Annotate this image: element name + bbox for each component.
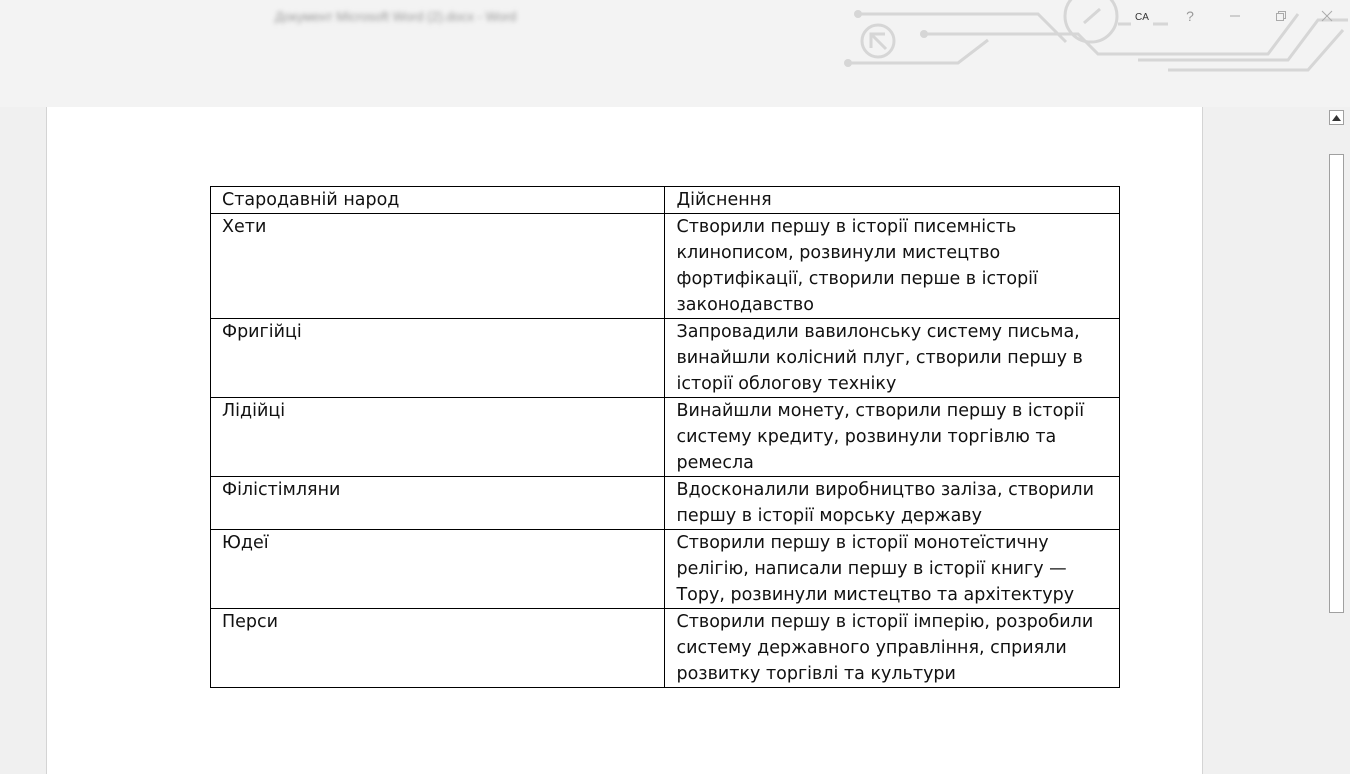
restore-button[interactable] bbox=[1269, 4, 1293, 28]
minimize-button[interactable] bbox=[1223, 4, 1247, 28]
scroll-up-button[interactable] bbox=[1329, 110, 1344, 125]
restore-icon bbox=[1275, 10, 1287, 22]
cell-achievement[interactable]: Запровадили вавилонську систему письма, винайшли колісний плуг, створили першу в історії облогову техніку bbox=[665, 319, 1120, 398]
table-row bbox=[211, 214, 1120, 319]
close-icon bbox=[1321, 10, 1333, 22]
document-title: Документ Microsoft Word (2).docx - Word bbox=[275, 9, 517, 24]
user-avatar[interactable]: CA bbox=[1131, 7, 1153, 27]
header-cell-achievement[interactable]: Дійснення bbox=[665, 187, 1120, 214]
table-row bbox=[211, 477, 1120, 530]
cell-achievement[interactable]: Створили першу в історії писемність клинописом, розвинули мистецтво фортифікації, створили перше в історії законодавство bbox=[665, 214, 1120, 319]
table-row bbox=[211, 319, 1120, 398]
cell-people[interactable]: Фригійці bbox=[211, 319, 665, 398]
table-row bbox=[211, 530, 1120, 609]
cell-people[interactable]: Перси bbox=[211, 609, 665, 688]
help-button[interactable]: ? bbox=[1186, 8, 1194, 24]
cell-achievement[interactable]: Створили першу в історії монотеїстичну релігію, написали першу в історії книгу — Тору, розвинули мистецтво та архітектуру bbox=[665, 530, 1120, 609]
cell-people[interactable]: Хети bbox=[211, 214, 665, 319]
table-header-row bbox=[211, 187, 1120, 214]
title-bar bbox=[0, 0, 1350, 107]
table-row bbox=[211, 398, 1120, 477]
header-cell-people[interactable]: Стародавній народ bbox=[211, 187, 665, 214]
arrow-up-icon bbox=[1332, 115, 1341, 121]
cell-achievement[interactable]: Вдосконалили виробництво заліза, створили першу в історії морську державу bbox=[665, 477, 1120, 530]
peoples-achievements-table[interactable] bbox=[210, 186, 1120, 688]
cell-achievement[interactable]: Створили першу в історії імперію, розробили систему державного управління, сприяли розвитку торгівлі та культури bbox=[665, 609, 1120, 688]
cell-people[interactable]: Лідійці bbox=[211, 398, 665, 477]
cell-people[interactable]: Юдеї bbox=[211, 530, 665, 609]
cell-achievement[interactable]: Винайшли монету, створили першу в історії систему кредиту, розвинули торгівлю та ремесла bbox=[665, 398, 1120, 477]
minimize-icon bbox=[1229, 10, 1241, 22]
close-button[interactable] bbox=[1315, 4, 1339, 28]
cell-people[interactable]: Філістімляни bbox=[211, 477, 665, 530]
scroll-thumb[interactable] bbox=[1329, 154, 1344, 613]
table-row bbox=[211, 609, 1120, 688]
